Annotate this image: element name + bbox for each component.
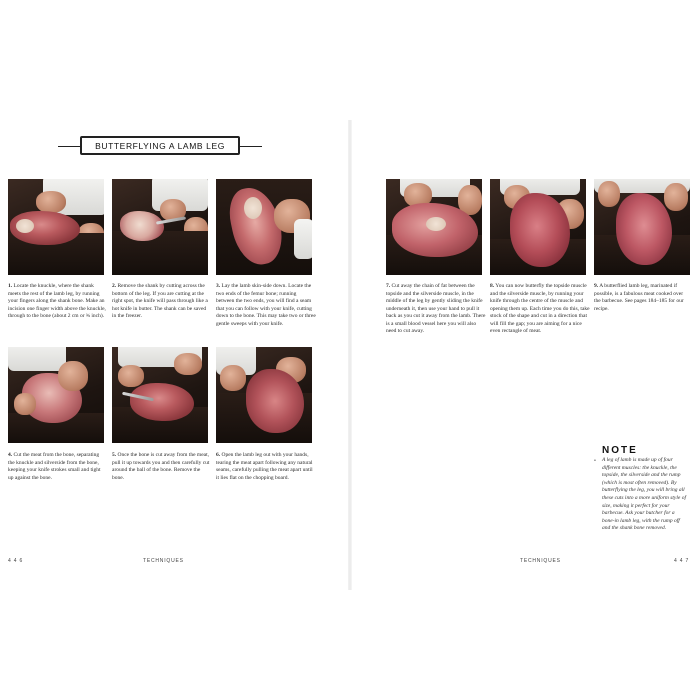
step-4-number: 4. bbox=[8, 452, 13, 458]
page-gutter bbox=[348, 120, 352, 590]
step-9-photo bbox=[594, 179, 690, 275]
step-5-text: Once the bone is cut away from the meat, pull it up towards you and then carefully cut around the ball of the bone. Remove the bone. bbox=[112, 452, 210, 481]
step-5-number: 5. bbox=[112, 452, 117, 458]
step-9-text: A butterflied lamb leg, marinated if possible, is a fabulous meat cooked over the barbecue. See pages 184–185 for our recipe. bbox=[594, 283, 684, 312]
note-heading: NOTE bbox=[602, 445, 638, 456]
step-4-caption bbox=[8, 452, 106, 482]
step-5-photo bbox=[112, 347, 208, 443]
step-6-caption bbox=[216, 452, 316, 482]
step-2-caption bbox=[112, 283, 210, 321]
step-8-caption bbox=[490, 283, 590, 336]
step-7-number: 7. bbox=[386, 283, 391, 289]
step-3-caption bbox=[216, 283, 316, 328]
step-1-text: Locate the knuckle, where the shank meets the rest of the lamb leg, by running your fingers along the shank bone. Make an incision one finger width above the knuckle, through to the bone (about 2 cm or ¾ inch). bbox=[8, 283, 106, 319]
step-3-text: Lay the lamb skin-side down. Locate the two ends of the femur bone; running between the two ends, you will find a seam that you can follow with your knife, cutting down to the bone. This may take two or three gentle sweeps with your knife. bbox=[216, 283, 316, 327]
step-4-text: Cut the meat from the bone, separating the knuckle and silverside from the bone, keeping your knife strokes small and tight up against the bone. bbox=[8, 452, 101, 481]
step-5-caption bbox=[112, 452, 210, 482]
step-1-number: 1. bbox=[8, 283, 13, 289]
step-7-text: Cut away the chain of fat between the topside and the silverside muscle, in the middle of the leg by gently sliding the knife underneath it, then use your hand to pull it back as you cut it away from the lamb. There is a small blood vessel here you will also need to cut away. bbox=[386, 283, 486, 334]
step-7-photo bbox=[386, 179, 482, 275]
step-6-number: 6. bbox=[216, 452, 221, 458]
step-1-caption bbox=[8, 283, 106, 321]
step-8-photo bbox=[490, 179, 586, 275]
step-1-photo bbox=[8, 179, 104, 275]
banner-rule-left bbox=[58, 146, 80, 147]
note-body: A leg of lamb is made up of four different muscles: the knuckle, the topside, the silverside and the rump (which is most often removed). By butterflying the leg, you will bring all these cuts into a more uniform style of size, making it perfect for your barbecue. Ask your butcher for a bone-in lamb leg, with the rump off and the shank bone removed. bbox=[602, 457, 686, 532]
step-3-photo bbox=[216, 179, 312, 275]
step-8-number: 8. bbox=[490, 283, 495, 289]
step-6-text: Open the lamb leg out with your hands, tearing the meat apart following any natural seams, carefully pulling the meat apart until it lies flat on the chopping board. bbox=[216, 452, 313, 481]
step-3-number: 3. bbox=[216, 283, 221, 289]
step-2-text: Remove the shank by cutting across the bottom of the leg. If you are cutting at the right spot, the knife will pass through like a hot knife in butter. The shank can be saved in the freezer. bbox=[112, 283, 208, 319]
right-page-number: 4 4 7 bbox=[674, 558, 690, 564]
step-7-caption bbox=[386, 283, 486, 336]
page-title: BUTTERFLYING A LAMB LEG bbox=[95, 140, 225, 151]
step-6-photo bbox=[216, 347, 312, 443]
step-2-photo bbox=[112, 179, 208, 275]
right-running-footer: TECHNIQUES bbox=[520, 558, 561, 564]
step-4-photo bbox=[8, 347, 104, 443]
note-bullet-icon: • bbox=[594, 458, 596, 464]
title-banner bbox=[80, 136, 240, 155]
step-9-number: 9. bbox=[594, 283, 599, 289]
left-running-footer: TECHNIQUES bbox=[143, 558, 184, 564]
step-2-number: 2. bbox=[112, 283, 117, 289]
left-page-number: 4 4 6 bbox=[8, 558, 24, 564]
step-8-text: You can now butterfly the topside muscle and the silverside muscle, by running your knife through the centre of the muscle and opening them up. Each time you do this, take stock of the shape and cut in a direction that will fill the gap; you are aiming for a nice even rectangle of meat. bbox=[490, 283, 590, 334]
step-9-caption bbox=[594, 283, 690, 313]
banner-rule-right bbox=[240, 146, 262, 147]
